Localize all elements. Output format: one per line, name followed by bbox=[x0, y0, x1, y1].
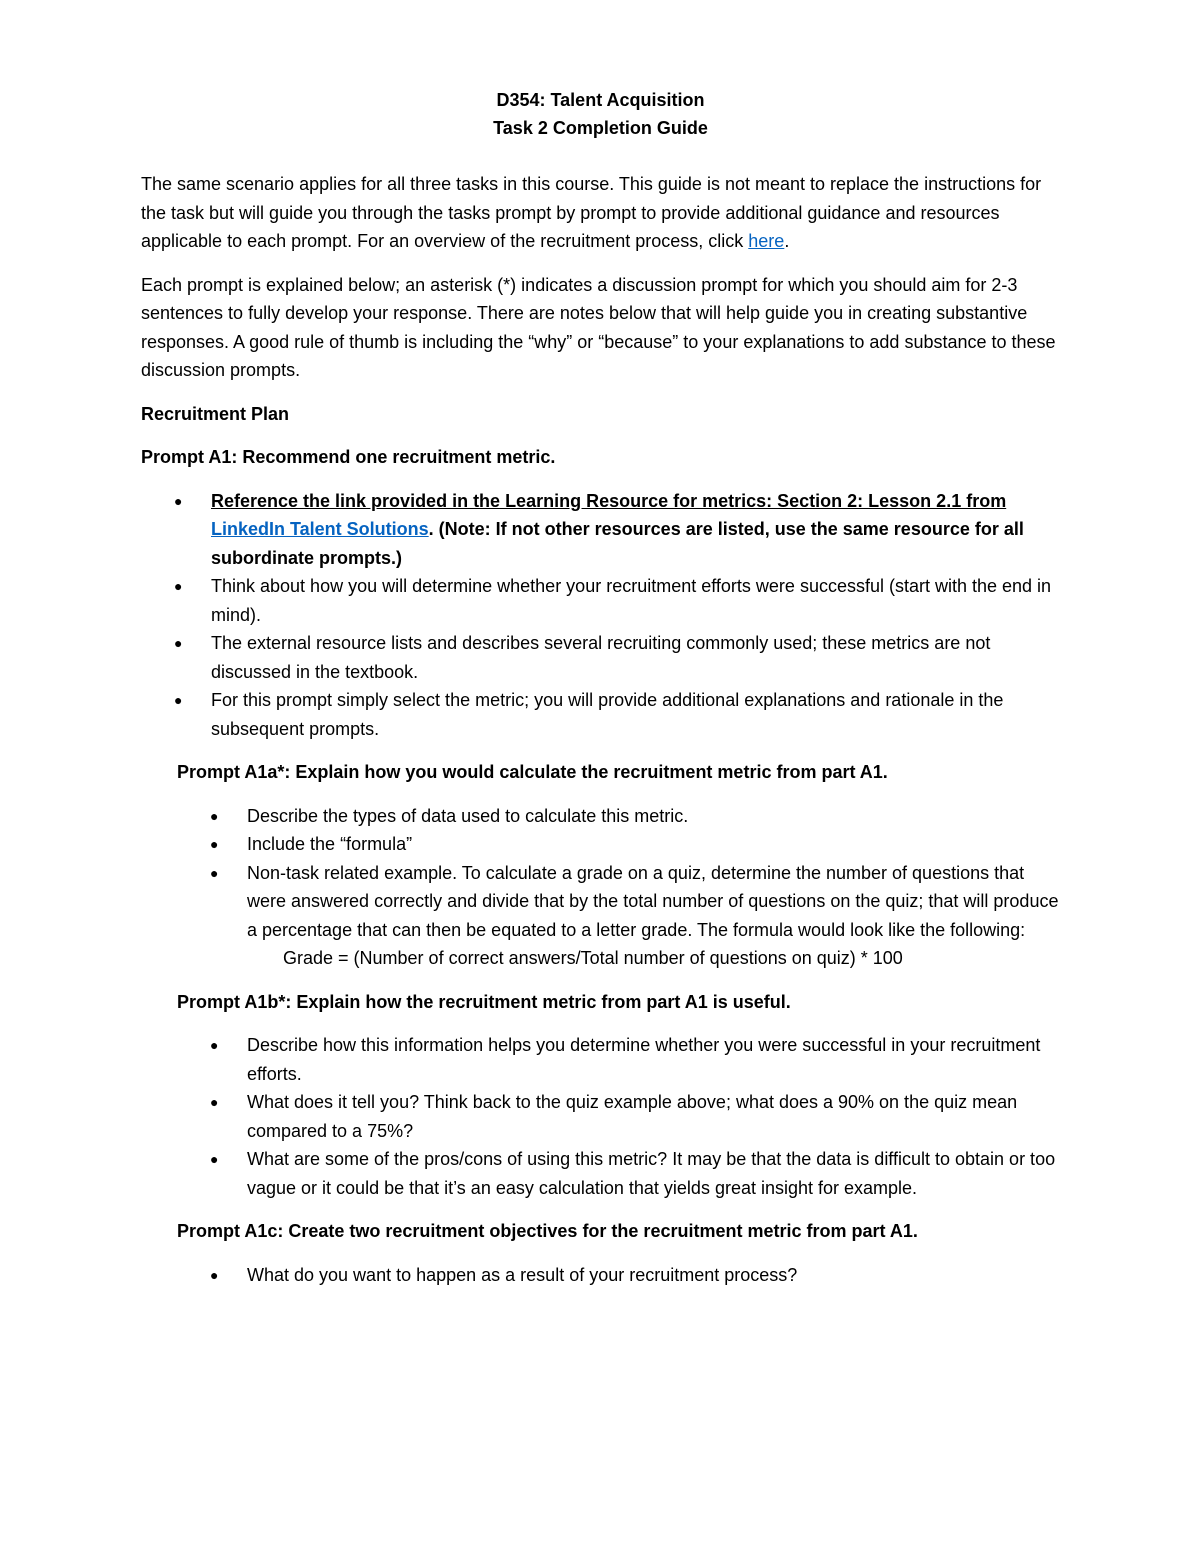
intro-text: The same scenario applies for all three tasks in this course. This guide is not meant to replace the instructions for the task but will guide you through the tasks prompt by prompt to provide additional guidance and resources applicable to each prompt. For an overview of the recruitment process, click bbox=[141, 174, 1042, 251]
intro-paragraph bbox=[141, 170, 1060, 256]
bullet-icon: ● bbox=[210, 1266, 219, 1283]
list-item-text: Describe the types of data used to calculate this metric. bbox=[247, 805, 689, 826]
instructions-paragraph: Each prompt is explained below; an asterisk (*) indicates a discussion prompt for which you should aim for 2-3 sentences to fully develop your response. There are notes below that will help guide you in creating substantive responses. A good rule of thumb is including the “why” or “because” to your explanations to add substance to these discussion prompts. bbox=[141, 274, 1056, 380]
list-item-text: What do you want to happen as a result of your recruitment process? bbox=[247, 1264, 798, 1285]
list-item-text: The external resource lists and describes several recruiting commonly used; these metrics are not discussed in the textbook. bbox=[211, 633, 991, 682]
bullet-icon: ● bbox=[210, 1094, 219, 1110]
list-item-text: Think about how you will determine whether your recruitment efforts were successful (start with the end in mind). bbox=[211, 576, 1052, 625]
prompt-a1-list bbox=[141, 487, 1060, 744]
list-item bbox=[210, 859, 1060, 973]
list-item-text: Describe how this information helps you determine whether you were successful in your recruitment efforts. bbox=[247, 1035, 1041, 1084]
list-item-text: What does it tell you? Think back to the quiz example above; what does a 90% on the quiz mean compared to a 75%? bbox=[247, 1092, 1018, 1141]
bullet-icon: ● bbox=[210, 807, 219, 824]
prompt-a1-heading: Prompt A1: Recommend one recruitment metric. bbox=[141, 447, 556, 467]
list-item-text: Include the “formula” bbox=[247, 834, 413, 854]
list-item bbox=[174, 572, 1060, 629]
bullet-icon: ● bbox=[174, 492, 183, 509]
section-heading-recruitment-plan: Recruitment Plan bbox=[141, 403, 290, 424]
list-item bbox=[174, 487, 1060, 573]
list-item bbox=[174, 686, 1060, 743]
prompt-a1b-list bbox=[141, 1031, 1060, 1202]
prompt-a1c-heading: Prompt A1c: Create two recruitment objectives for the recruitment metric from part A1. bbox=[177, 1221, 918, 1241]
list-item bbox=[210, 1261, 1060, 1290]
intro-end: . bbox=[784, 231, 790, 251]
a1-reference-text: Reference the link provided in the Learning Resource for metrics: Section 2: Lesson 2.1 from bbox=[211, 490, 1007, 511]
bullet-icon: ● bbox=[210, 864, 219, 881]
document-title: D354: Talent Acquisition bbox=[496, 90, 705, 110]
document-subtitle: Task 2 Completion Guide bbox=[493, 118, 708, 138]
list-item bbox=[210, 830, 1060, 859]
bullet-icon: ● bbox=[174, 692, 183, 708]
bullet-icon: ● bbox=[210, 1151, 219, 1167]
list-item bbox=[210, 1088, 1060, 1145]
bullet-icon: ● bbox=[210, 836, 219, 852]
list-item bbox=[210, 1145, 1060, 1202]
prompt-a1c-list bbox=[141, 1261, 1060, 1290]
list-item-text: For this prompt simply select the metric; you will provide additional explanations and rationale in the subsequent prompts. bbox=[211, 690, 1004, 739]
list-item bbox=[210, 1031, 1060, 1088]
list-item-text: Non-task related example. To calculate a grade on a quiz, determine the number of questions that were answered correctly and divide that by the total number of questions on the quiz; that will produce a percentage that can then be equated to a letter grade. The formula would look like the following: bbox=[247, 862, 1059, 940]
prompt-a1a-list bbox=[141, 802, 1060, 973]
list-item-text: What are some of the pros/cons of using this metric? It may be that the data is difficult to obtain or too vague or it could be that it’s an easy calculation that yields great insight for example. bbox=[247, 1149, 1056, 1198]
a1-reference-note: . (Note: If not other resources are listed, use the same resource for all subordinate prompts.) bbox=[211, 519, 1024, 568]
bullet-icon: ● bbox=[174, 635, 183, 651]
list-item bbox=[174, 629, 1060, 686]
bullet-icon: ● bbox=[210, 1037, 219, 1053]
bullet-icon: ● bbox=[174, 578, 183, 594]
linkedin-talent-solutions-link[interactable]: LinkedIn Talent Solutions bbox=[211, 519, 429, 539]
overview-link[interactable]: here bbox=[748, 231, 785, 251]
title-block bbox=[141, 86, 1060, 142]
prompt-a1a-heading: Prompt A1a*: Explain how you would calculate the recruitment metric from part A1. bbox=[177, 762, 888, 782]
grade-formula: Grade = (Number of correct answers/Total number of questions on quiz) * 100 bbox=[283, 948, 903, 968]
list-item bbox=[210, 802, 1060, 831]
prompt-a1b-heading: Prompt A1b*: Explain how the recruitment metric from part A1 is useful. bbox=[177, 991, 791, 1012]
